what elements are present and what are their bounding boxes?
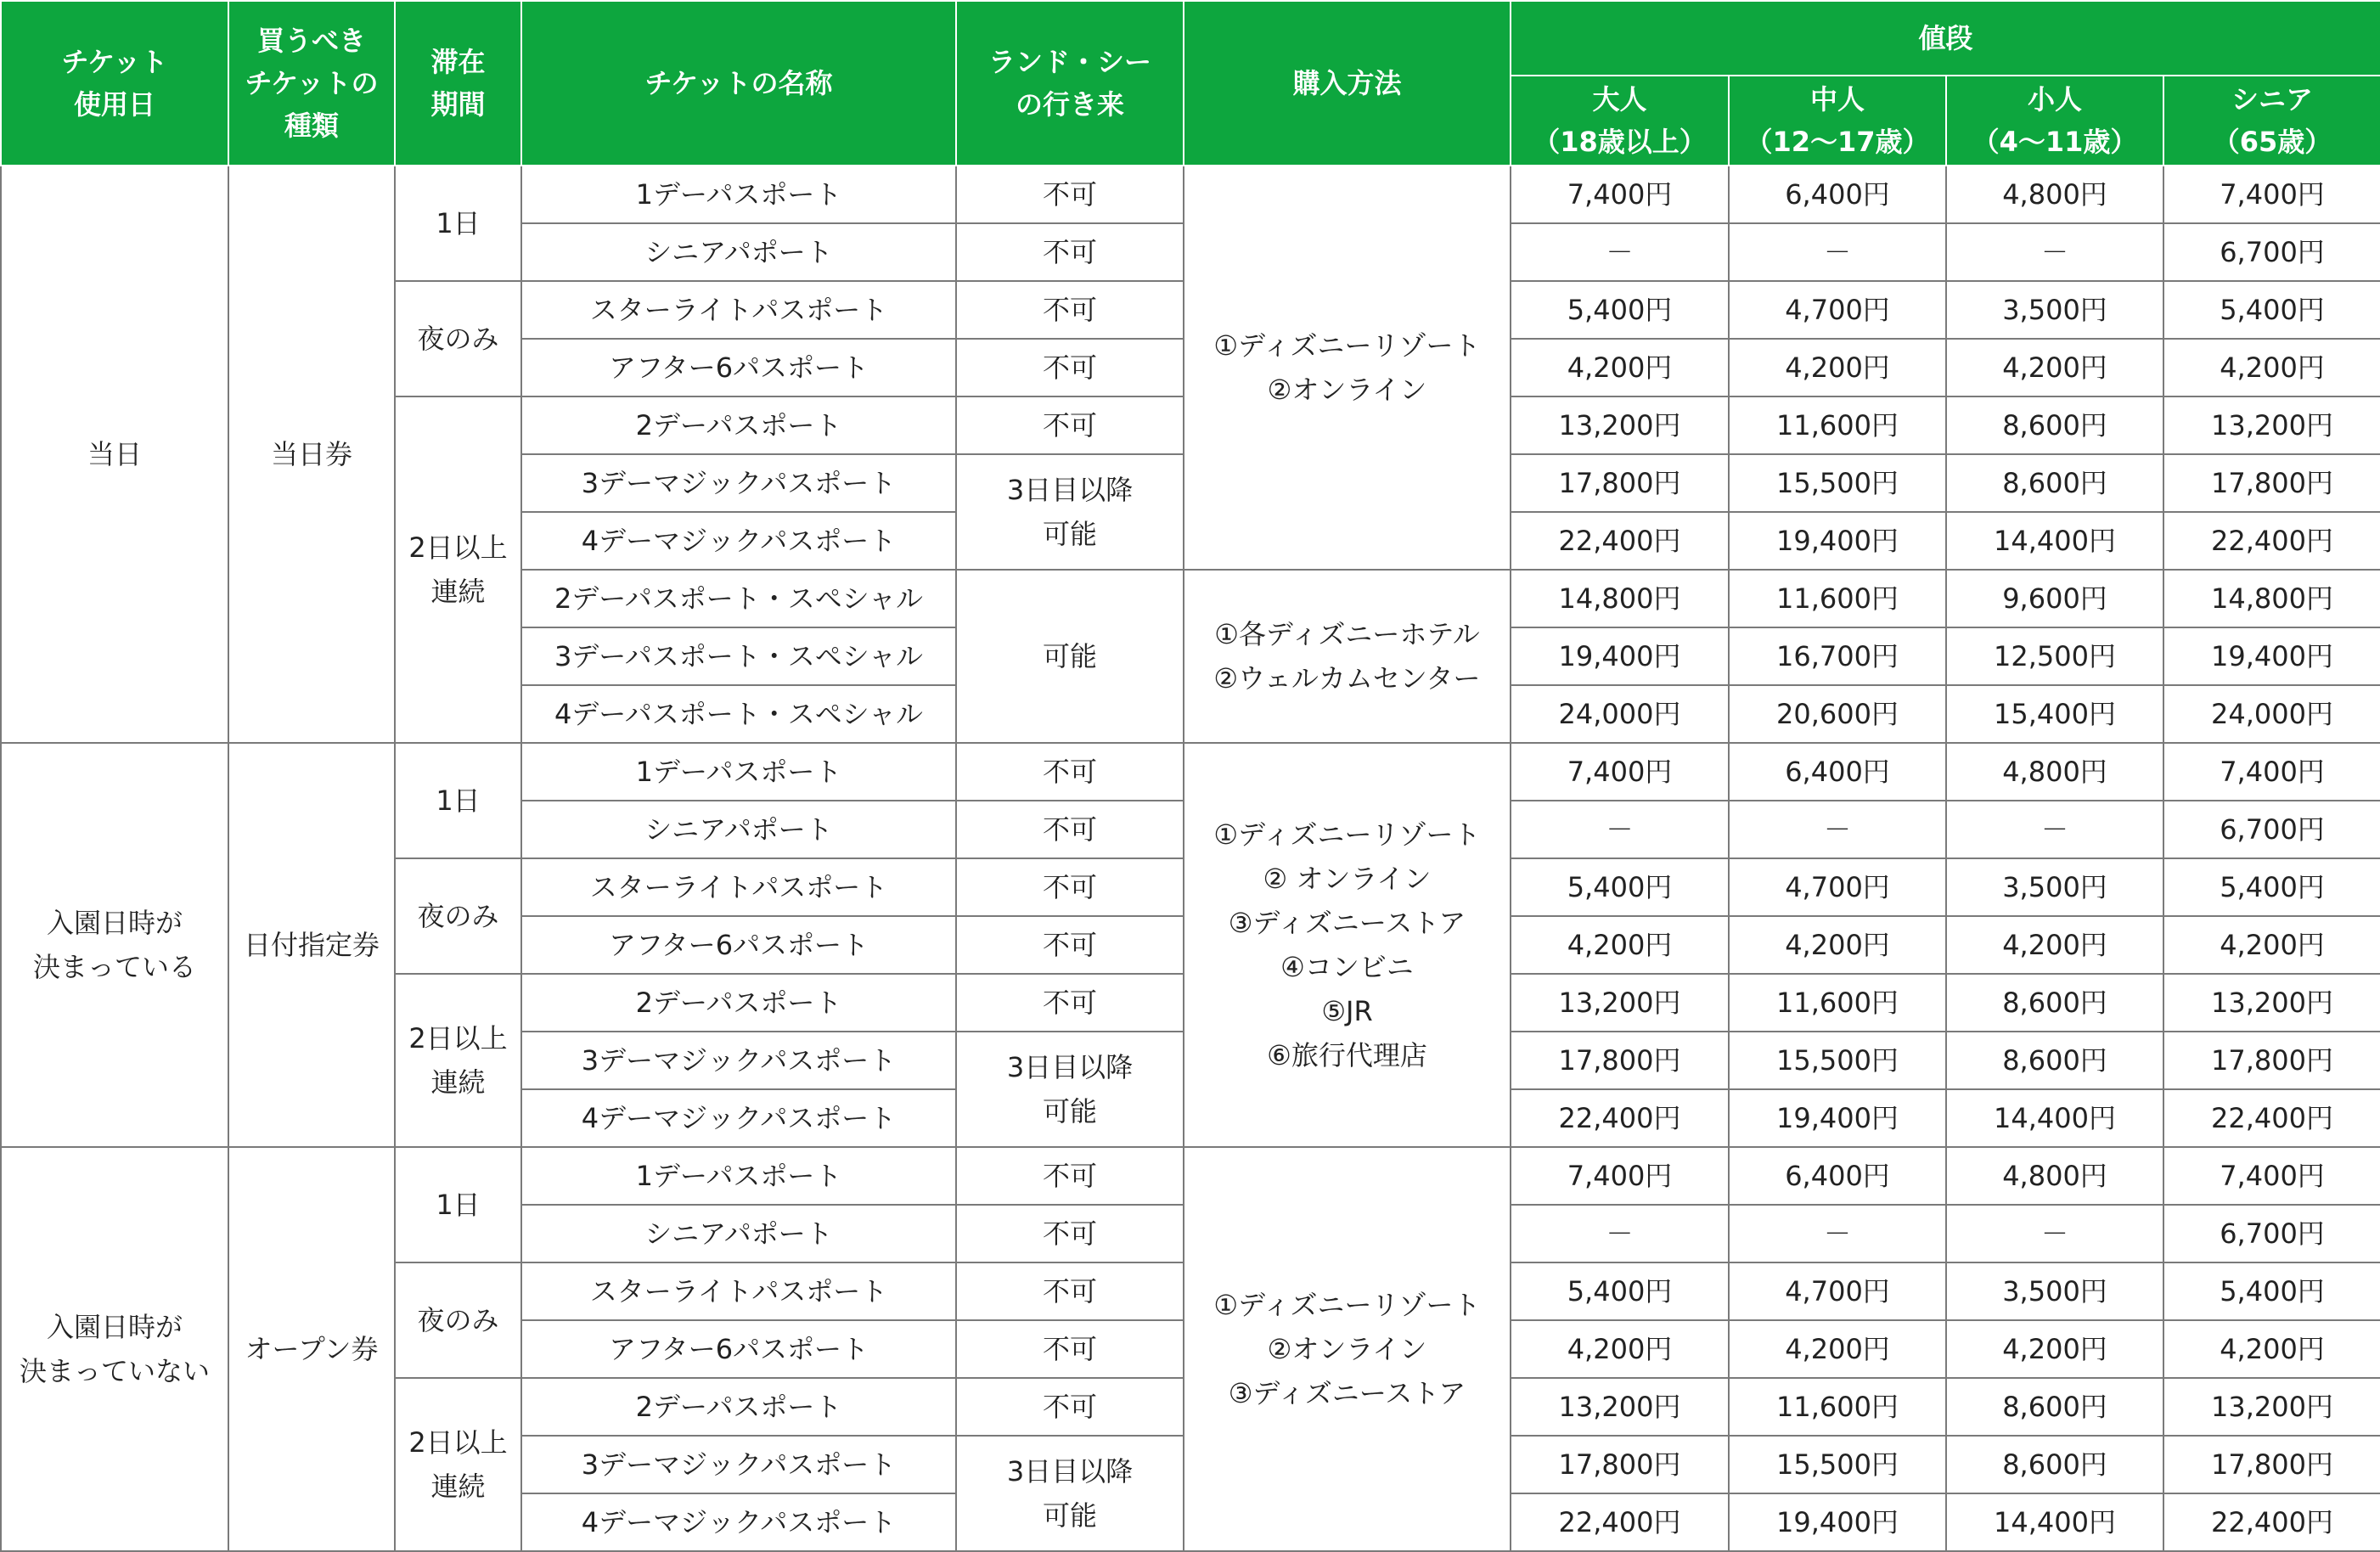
price-youth-cell: 4,200円 bbox=[1729, 1320, 1946, 1378]
price-child-cell: 8,600円 bbox=[1946, 1378, 2163, 1436]
table-header bbox=[1, 1, 2380, 166]
ticket-name-cell: アフター6パスポート bbox=[521, 339, 956, 396]
price-senior-cell: 17,800円 bbox=[2163, 1436, 2380, 1493]
price-adult-cell: － bbox=[1511, 801, 1729, 858]
price-senior-cell: 22,400円 bbox=[2163, 1493, 2380, 1551]
header-use-day: チケット 使用日 bbox=[1, 1, 228, 166]
ticket-name-cell: 3デーパスポート・スペシャル bbox=[521, 627, 956, 685]
price-child-cell: 4,800円 bbox=[1946, 1147, 2163, 1205]
ticket-name-cell: 1デーパスポート bbox=[521, 1147, 956, 1205]
price-youth-cell: 6,400円 bbox=[1729, 1147, 1946, 1205]
price-youth-cell: 4,700円 bbox=[1729, 1262, 1946, 1320]
price-youth-cell: 19,400円 bbox=[1729, 512, 1946, 570]
purchase-method-cell: ①ディズニーリゾート ②オンライン ③ディズニーストア bbox=[1184, 1147, 1511, 1551]
land-sea-cell: 3日目以降 可能 bbox=[956, 1032, 1184, 1147]
price-adult-cell: 24,000円 bbox=[1511, 685, 1729, 743]
price-child-cell: 8,600円 bbox=[1946, 1032, 2163, 1089]
price-youth-cell: 4,700円 bbox=[1729, 858, 1946, 916]
price-senior-cell: 17,800円 bbox=[2163, 1032, 2380, 1089]
land-sea-cell: 不可 bbox=[956, 743, 1184, 801]
price-child-cell: 3,500円 bbox=[1946, 858, 2163, 916]
ticket-name-cell: 1デーパスポート bbox=[521, 743, 956, 801]
price-senior-cell: 4,200円 bbox=[2163, 339, 2380, 396]
ticket-name-cell: 3デーマジックパスポート bbox=[521, 454, 956, 512]
price-youth-cell: 4,200円 bbox=[1729, 339, 1946, 396]
price-adult-cell: 4,200円 bbox=[1511, 1320, 1729, 1378]
price-child-cell: 14,400円 bbox=[1946, 512, 2163, 570]
ticket-name-cell: スターライトパスポート bbox=[521, 1262, 956, 1320]
table-row bbox=[1, 166, 2380, 223]
ticket-name-cell: アフター6パスポート bbox=[521, 916, 956, 974]
price-senior-cell: 7,400円 bbox=[2163, 743, 2380, 801]
stay-cell: 1日 bbox=[395, 1147, 521, 1262]
price-youth-cell: 6,400円 bbox=[1729, 743, 1946, 801]
price-adult-cell: － bbox=[1511, 223, 1729, 281]
stay-cell: 2日以上 連続 bbox=[395, 974, 521, 1147]
price-youth-cell: 4,200円 bbox=[1729, 916, 1946, 974]
price-adult-cell: 19,400円 bbox=[1511, 627, 1729, 685]
price-youth-cell: 4,700円 bbox=[1729, 281, 1946, 339]
price-child-cell: 14,400円 bbox=[1946, 1493, 2163, 1551]
ticket-name-cell: 3デーマジックパスポート bbox=[521, 1032, 956, 1089]
price-adult-cell: 4,200円 bbox=[1511, 339, 1729, 396]
price-child-cell: 8,600円 bbox=[1946, 974, 2163, 1032]
price-senior-cell: 5,400円 bbox=[2163, 281, 2380, 339]
price-child-cell: 14,400円 bbox=[1946, 1089, 2163, 1147]
header-price: 値段 bbox=[1511, 1, 2380, 76]
stay-cell: 1日 bbox=[395, 743, 521, 858]
land-sea-cell: 不可 bbox=[956, 801, 1184, 858]
price-child-cell: 8,600円 bbox=[1946, 1436, 2163, 1493]
price-youth-cell: － bbox=[1729, 801, 1946, 858]
price-child-cell: 9,600円 bbox=[1946, 570, 2163, 627]
land-sea-cell: 不可 bbox=[956, 974, 1184, 1032]
ticket-name-cell: 1デーパスポート bbox=[521, 166, 956, 223]
table-row bbox=[1, 1147, 2380, 1205]
price-youth-cell: 15,500円 bbox=[1729, 1032, 1946, 1089]
land-sea-cell: 不可 bbox=[956, 1147, 1184, 1205]
price-senior-cell: 22,400円 bbox=[2163, 512, 2380, 570]
price-adult-cell: 5,400円 bbox=[1511, 1262, 1729, 1320]
ticket-name-cell: 4デーマジックパスポート bbox=[521, 1089, 956, 1147]
price-adult-cell: 22,400円 bbox=[1511, 512, 1729, 570]
land-sea-cell: 不可 bbox=[956, 1262, 1184, 1320]
land-sea-cell: 不可 bbox=[956, 223, 1184, 281]
price-senior-cell: 6,700円 bbox=[2163, 1205, 2380, 1262]
price-senior-cell: 24,000円 bbox=[2163, 685, 2380, 743]
land-sea-cell: 不可 bbox=[956, 1205, 1184, 1262]
price-senior-cell: 14,800円 bbox=[2163, 570, 2380, 627]
use-day-cell: 入園日時が 決まっている bbox=[1, 743, 228, 1147]
ticket-name-cell: スターライトパスポート bbox=[521, 858, 956, 916]
price-youth-cell: 15,500円 bbox=[1729, 454, 1946, 512]
price-child-cell: － bbox=[1946, 801, 2163, 858]
price-senior-cell: 13,200円 bbox=[2163, 396, 2380, 454]
price-child-cell: 8,600円 bbox=[1946, 454, 2163, 512]
header-ticket-name: チケットの名称 bbox=[521, 1, 956, 166]
land-sea-cell: 不可 bbox=[956, 281, 1184, 339]
price-adult-cell: 17,800円 bbox=[1511, 454, 1729, 512]
price-youth-cell: － bbox=[1729, 223, 1946, 281]
price-child-cell: 4,200円 bbox=[1946, 916, 2163, 974]
price-child-cell: 4,200円 bbox=[1946, 1320, 2163, 1378]
price-youth-cell: － bbox=[1729, 1205, 1946, 1262]
land-sea-cell: 不可 bbox=[956, 916, 1184, 974]
ticket-name-cell: シニアパポート bbox=[521, 1205, 956, 1262]
price-child-cell: 12,500円 bbox=[1946, 627, 2163, 685]
use-day-cell: 当日 bbox=[1, 166, 228, 743]
price-child-cell: 4,200円 bbox=[1946, 339, 2163, 396]
purchase-method-cell: ①各ディズニーホテル ②ウェルカムセンター bbox=[1184, 570, 1511, 743]
ticket-name-cell: 4デーマジックパスポート bbox=[521, 512, 956, 570]
stay-cell: 夜のみ bbox=[395, 858, 521, 974]
stay-cell: 夜のみ bbox=[395, 281, 521, 396]
ticket-name-cell: スターライトパスポート bbox=[521, 281, 956, 339]
ticket-name-cell: 3デーマジックパスポート bbox=[521, 1436, 956, 1493]
land-sea-cell: 不可 bbox=[956, 166, 1184, 223]
price-senior-cell: 22,400円 bbox=[2163, 1089, 2380, 1147]
price-youth-cell: 11,600円 bbox=[1729, 1378, 1946, 1436]
price-youth-cell: 6,400円 bbox=[1729, 166, 1946, 223]
header-senior: シニア （65歳） bbox=[2163, 76, 2380, 166]
purchase-method-cell: ①ディズニーリゾート ②オンライン bbox=[1184, 166, 1511, 570]
price-senior-cell: 6,700円 bbox=[2163, 801, 2380, 858]
price-adult-cell: － bbox=[1511, 1205, 1729, 1262]
ticket-type-cell: オープン券 bbox=[228, 1147, 395, 1551]
price-adult-cell: 7,400円 bbox=[1511, 743, 1729, 801]
land-sea-cell: 3日目以降 可能 bbox=[956, 1436, 1184, 1551]
price-senior-cell: 7,400円 bbox=[2163, 1147, 2380, 1205]
stay-cell: 2日以上 連続 bbox=[395, 1378, 521, 1551]
land-sea-cell: 不可 bbox=[956, 396, 1184, 454]
ticket-type-cell: 日付指定券 bbox=[228, 743, 395, 1147]
price-child-cell: － bbox=[1946, 1205, 2163, 1262]
header-adult: 大人 （18歳以上） bbox=[1511, 76, 1729, 166]
ticket-name-cell: シニアパポート bbox=[521, 223, 956, 281]
price-senior-cell: 4,200円 bbox=[2163, 1320, 2380, 1378]
header-ticket-type: 買うべき チケットの 種類 bbox=[228, 1, 395, 166]
price-youth-cell: 19,400円 bbox=[1729, 1493, 1946, 1551]
ticket-name-cell: 2デーパスポート bbox=[521, 974, 956, 1032]
price-youth-cell: 15,500円 bbox=[1729, 1436, 1946, 1493]
land-sea-cell: 3日目以降 可能 bbox=[956, 454, 1184, 570]
price-child-cell: 4,800円 bbox=[1946, 743, 2163, 801]
price-senior-cell: 6,700円 bbox=[2163, 223, 2380, 281]
header-youth: 中人 （12～17歳） bbox=[1729, 76, 1946, 166]
price-senior-cell: 13,200円 bbox=[2163, 1378, 2380, 1436]
header-land-sea: ランド・シー の行き来 bbox=[956, 1, 1184, 166]
land-sea-cell: 不可 bbox=[956, 1320, 1184, 1378]
price-senior-cell: 4,200円 bbox=[2163, 916, 2380, 974]
land-sea-cell: 不可 bbox=[956, 339, 1184, 396]
price-senior-cell: 5,400円 bbox=[2163, 858, 2380, 916]
header-purchase: 購入方法 bbox=[1184, 1, 1511, 166]
header-child: 小人 （4～11歳） bbox=[1946, 76, 2163, 166]
price-adult-cell: 17,800円 bbox=[1511, 1032, 1729, 1089]
stay-cell: 2日以上 連続 bbox=[395, 396, 521, 743]
price-adult-cell: 5,400円 bbox=[1511, 858, 1729, 916]
price-senior-cell: 7,400円 bbox=[2163, 166, 2380, 223]
price-child-cell: － bbox=[1946, 223, 2163, 281]
ticket-name-cell: 4デーマジックパスポート bbox=[521, 1493, 956, 1551]
land-sea-cell: 不可 bbox=[956, 858, 1184, 916]
price-adult-cell: 13,200円 bbox=[1511, 1378, 1729, 1436]
header-stay: 滞在 期間 bbox=[395, 1, 521, 166]
price-adult-cell: 4,200円 bbox=[1511, 916, 1729, 974]
price-child-cell: 3,500円 bbox=[1946, 1262, 2163, 1320]
price-adult-cell: 13,200円 bbox=[1511, 396, 1729, 454]
price-adult-cell: 5,400円 bbox=[1511, 281, 1729, 339]
price-senior-cell: 17,800円 bbox=[2163, 454, 2380, 512]
price-adult-cell: 13,200円 bbox=[1511, 974, 1729, 1032]
price-adult-cell: 17,800円 bbox=[1511, 1436, 1729, 1493]
price-child-cell: 3,500円 bbox=[1946, 281, 2163, 339]
price-adult-cell: 7,400円 bbox=[1511, 166, 1729, 223]
price-senior-cell: 19,400円 bbox=[2163, 627, 2380, 685]
purchase-method-cell: ①ディズニーリゾート ② オンライン ③ディズニーストア ④コンビニ ⑤JR ⑥旅行代理店 bbox=[1184, 743, 1511, 1147]
ticket-name-cell: 2デーパスポート bbox=[521, 396, 956, 454]
land-sea-cell: 可能 bbox=[956, 570, 1184, 743]
price-youth-cell: 11,600円 bbox=[1729, 570, 1946, 627]
price-youth-cell: 11,600円 bbox=[1729, 396, 1946, 454]
stay-cell: 夜のみ bbox=[395, 1262, 521, 1378]
table-body bbox=[1, 166, 2380, 1551]
price-youth-cell: 20,600円 bbox=[1729, 685, 1946, 743]
price-youth-cell: 11,600円 bbox=[1729, 974, 1946, 1032]
price-adult-cell: 7,400円 bbox=[1511, 1147, 1729, 1205]
ticket-name-cell: アフター6パスポート bbox=[521, 1320, 956, 1378]
price-child-cell: 8,600円 bbox=[1946, 396, 2163, 454]
price-adult-cell: 22,400円 bbox=[1511, 1493, 1729, 1551]
ticket-name-cell: 2デーパスポート・スペシャル bbox=[521, 570, 956, 627]
ticket-type-cell: 当日券 bbox=[228, 166, 395, 743]
price-senior-cell: 5,400円 bbox=[2163, 1262, 2380, 1320]
ticket-name-cell: 2デーパスポート bbox=[521, 1378, 956, 1436]
price-child-cell: 15,400円 bbox=[1946, 685, 2163, 743]
ticket-name-cell: シニアパポート bbox=[521, 801, 956, 858]
stay-cell: 1日 bbox=[395, 166, 521, 281]
price-youth-cell: 19,400円 bbox=[1729, 1089, 1946, 1147]
price-adult-cell: 22,400円 bbox=[1511, 1089, 1729, 1147]
table-row bbox=[1, 743, 2380, 801]
price-child-cell: 4,800円 bbox=[1946, 166, 2163, 223]
price-senior-cell: 13,200円 bbox=[2163, 974, 2380, 1032]
ticket-name-cell: 4デーパスポート・スペシャル bbox=[521, 685, 956, 743]
land-sea-cell: 不可 bbox=[956, 1378, 1184, 1436]
price-adult-cell: 14,800円 bbox=[1511, 570, 1729, 627]
price-youth-cell: 16,700円 bbox=[1729, 627, 1946, 685]
use-day-cell: 入園日時が 決まっていない bbox=[1, 1147, 228, 1551]
